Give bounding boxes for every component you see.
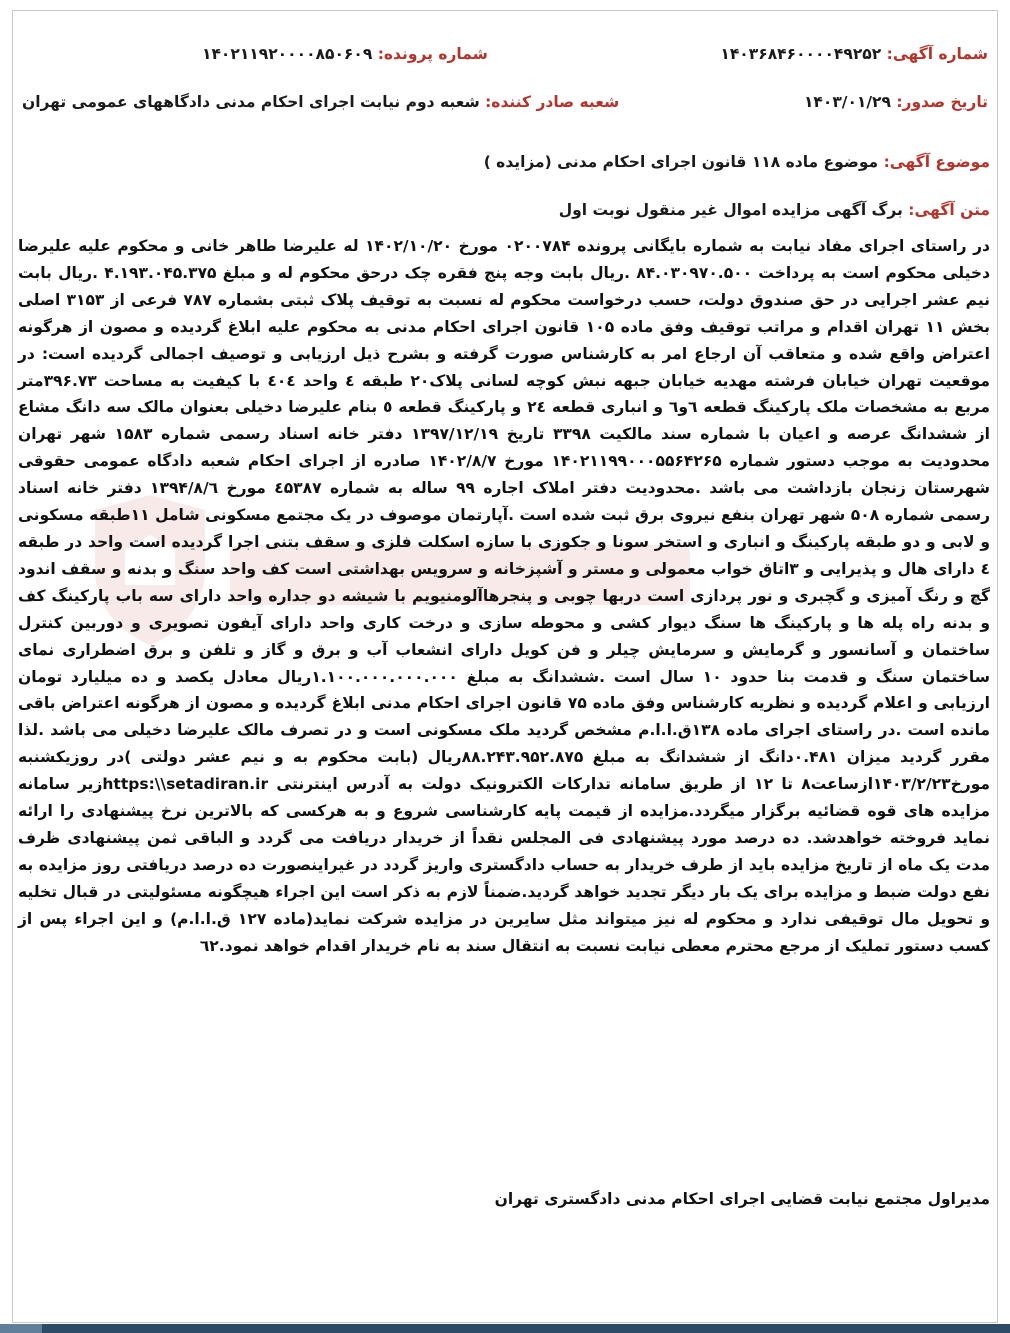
issue-date-value: ۱۴۰۳/۰۱/۲۹ xyxy=(803,93,891,111)
issue-date-label: تاریخ صدور: xyxy=(896,93,988,111)
header-row-1 xyxy=(22,42,988,66)
notice-text-label: متن آگهی: xyxy=(908,201,990,219)
subject-value: موضوع ماده ۱۱۸ قانون اجرای احکام مدنی (مزایده ) xyxy=(483,153,879,171)
issuer xyxy=(22,90,619,114)
notice-body: در راستای اجرای مفاد نیابت به شماره بایگانی پرونده ۰۲۰۰۷۸۴ مورخ ۱۴۰۲/۱۰/۲۰ له علیرضا طاهر خانی و محکوم علیه علیرضا دخیلی محکوم است به پرداخت ۸۴.۰۳۰۹۷۰.۵۰۰ .ریال بابت وجه پنج فقره چک درحق محکوم له و مبلغ ۴.۱۹۳.۰۴۵.۳۷۵ .ریال بابت نیم عشر اجرایی در حق صندوق دولت، حسب درخواست محکوم له نسبت به توقیف پلاک ثبتی بشماره ۷۸۷ فرعی از ۳۱۵۳ اصلی بخش ۱۱ تهران اقدام و مراتب توقیف وفق ماده ۱۰۵ قانون اجرای احکام مدنی به محکوم علیه ابلاغ گردیده و مصون از هرگونه اعتراض واقع شده و متعاقب آن ارجاع امر به کارشناس صورت گرفته و بشرح ذیل ارزیابی و توصیف اجمالی گردیده است: در موقعیت تهران خیابان فرشته مهدیه خیابان جبهه نبش کوچه لسانی پلاک۲۰ طبقه ٤ واحد ٤٠٤ با کیفیت به مساحت ۳۹۶.۷۳متر مربع به مشخصات ملک پارکینگ قطعه ٦و٦ و انباری قطعه ۲٤ و پارکینگ قطعه ٥ بنام علیرضا دخیلی بعنوان مالک سه دانگ مشاع از ششدانگ عرصه و اعیان با شماره سند مالکیت ۳۳۹۸ تاریخ ۱۳۹۷/۱۲/۱۹ دفتر خانه اسناد رسمی شماره ۱۵۸۳ شهر تهران محدودیت به موجب دستور شماره ۱۴۰۲۱۱۹۹۰۰۰۵۵۶۴۲۶۵ مورخ ۱۴۰۲/۸/۷ صادره از اجرای احکام شعبه دادگاه عمومی حقوقی شهرستان زنجان بازداشت می باشد .محدودیت دفتر املاک اجاره ۹۹ ساله به شماره ٤۵۳۸۷ مورخ ۱۳۹۴/۸/٦ دفتر خانه اسناد رسمی شماره ۵۰۸ شهر تهران بنفع نیروی برق ثبت شده است .آپارتمان موصوف در یک مجتمع مسکونی شامل ۱۱طبقه مسکونی و لابی و دو طبقه پارکینگ و انباری و استخر سونا و جکوزی با سازه اسکلت فلزی و سقف بتنی اجرا گردیده است واحد در طبقه ٤ دارای هال و پذیرایی و ۳اتاق خواب معمولی و مستر و آشپزخانه و سرویس بهداشتی است کف واحد سنگ و بدنه و سقف اندود گچ و رنگ آمیزی و گچبری و نور پردازی است دربها چوبی و پنجرهاآلومنیویم با شیشه دو جداره واحد دارای سه باب پارکینگ کف و بدنه راه پله ها و پارکینگ ها سنگ دیوار کشی و محوطه سازی و درخت کاری واحد دارای آیفون تصویری و دوربین کنترل ساختمان و آسانسور و گرمایش و سرمایش چیلر و فن کویل دارای انشعاب آب و برق و گاز و تلفن و برق اضطراری نمای ساختمان سنگ و قدمت بنا حدود ۱۰ سال است .ششدانگ به مبلغ ۱.۱۰۰.۰۰۰.۰۰۰.۰۰۰ریال معادل یکصد و ده میلیارد تومان ارزیابی و اعلام گردیده و نظریه کارشناس وفق ماده ۷۵ قانون اجرای احکام مدنی ابلاغ گردیده و مصون از هرگونه اعتراض باقی مانده است .در راستای اجرای ماده ۱۳۸ق.ا.ا.م مشخص گردید ملک مسکونی است و در تصرف مالک علیرضا دخیلی می باشد .لذا مقرر گردید میزان ۰.۴۸۱دانگ از ششدانگ به مبلغ ۸۸.۲۴۳.۹۵۲.۸۷۵ریال (بابت محکوم به و نیم عشر دولتی )در روزیکشنبه مورخ۱۴۰۳/۲/۲۳ازساعت۸ تا ۱۲ از طریق سامانه تدارکات الکترونیک دولت به آدرس اینترنتی https:\\setadiran.irزیر سامانه مزایده های قوه قضائیه برگزار میگردد.مزایده از قیمت پایه کارشناسی شروع و به هرکسی که بالاترین نرخ پیشنهادی را ارائه نماید فروخته خواهدشد. ده درصد مورد پیشنهادی فی المجلس نقداً از خریدار دریافت می گردد و الباقی ثمن پیشنهادی ظرف مدت یک ماه از تاریخ مزایده باید از طرف خریدار به حساب دادگستری واریز گردد در غیراینصورت ده درصد دریافتی روز مزایده به نفع دولت ضبط و مزایده برای یک بار دیگر تجدید خواهد گردید.ضمناً لازم به ذکر است این اجراء هیچگونه مسئولیتی در قبال تخلیه و تحویل مال توقیفی ندارد و محکوم له نیز میتواند مثل سایرین در مزایده شرکت نماید(ماده ۱۲۷ ق.ا.ا.م) و این اجراء پس از کسب دستور تملیک از مرجع محترم معطی نیابت نسبت به انتقال سند به نام خریدار اقدام خواهد نمود.٦۲ xyxy=(18,237,991,955)
bottom-bar xyxy=(0,1324,1010,1333)
notice-number-label: شماره آگهی: xyxy=(886,45,988,63)
header-row-2 xyxy=(22,90,988,114)
issuer-label: شعبه صادر کننده: xyxy=(485,93,620,111)
case-number-value: ۱۴۰۲۱۱۹۲۰۰۰۰۸۵۰۶۰۹ xyxy=(202,45,373,63)
notice-number xyxy=(720,42,988,66)
case-number-label: شماره پرونده: xyxy=(377,45,488,63)
notice-number-value: ۱۴۰۳۶۸۴۶۰۰۰۰۴۹۲۵۲ xyxy=(720,45,882,63)
notice-text-line xyxy=(22,198,990,222)
issue-date xyxy=(804,90,988,114)
notice-text-value: برگ آگهی مزایده اموال غیر منقول نوبت اول xyxy=(558,201,903,219)
issuer-value: شعبه دوم نیابت اجرای احکام مدنی دادگاههای عمومی تهران xyxy=(22,93,480,111)
signature-line: مدیراول مجتمع نیابت قضایی اجرای احکام مدنی دادگستری تهران xyxy=(494,1190,990,1208)
case-number xyxy=(202,42,488,66)
subject-line xyxy=(22,150,990,174)
subject-label: موضوع آگهی: xyxy=(883,153,990,171)
bottom-bar-accent xyxy=(0,1324,42,1333)
